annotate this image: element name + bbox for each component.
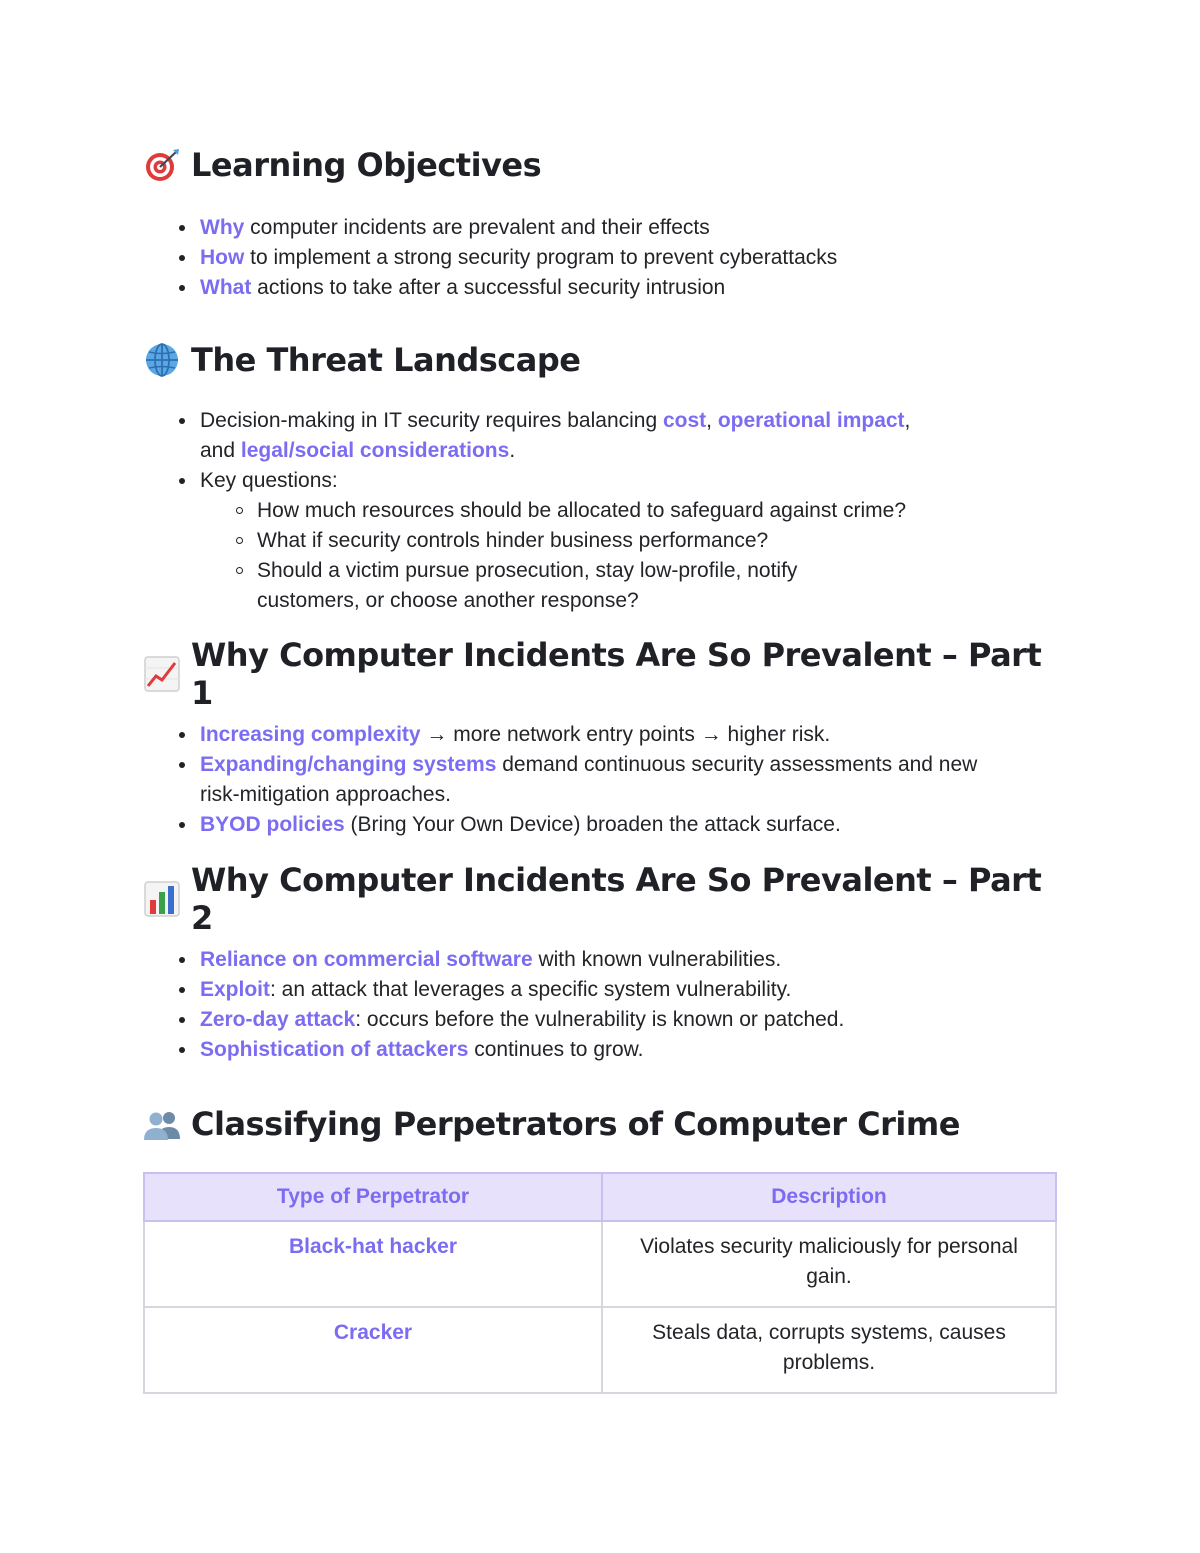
section-threat-landscape <box>143 338 1063 616</box>
list-item: What actions to take after a successful security intrusion <box>200 273 1063 303</box>
table-cell-type: Cracker <box>144 1307 602 1393</box>
section-prevalent-part1 <box>143 636 1063 840</box>
table-cell-description: Violates security maliciously for personal gain. <box>602 1221 1056 1307</box>
list-item: What if security controls hinder business performance? <box>257 526 1063 556</box>
list-item: Should a victim pursue prosecution, stay low-profile, notify customers, or choose another response? <box>257 556 877 616</box>
list-item: Expanding/changing systems demand continuous security assessments and new risk-mitigation approaches. <box>200 750 1000 810</box>
table-header-row <box>144 1173 1056 1221</box>
table-header: Description <box>602 1173 1056 1221</box>
table-row <box>144 1221 1056 1307</box>
chart-increasing-icon <box>143 655 181 693</box>
questions-list <box>257 496 1063 616</box>
list-item: BYOD policies (Bring Your Own Device) broaden the attack surface. <box>200 810 1063 840</box>
target-icon <box>143 146 181 184</box>
section-title: Why Computer Incidents Are So Prevalent – Part 2 <box>143 877 1063 921</box>
list-item: Exploit: an attack that leverages a specific system vulnerability. <box>200 975 1063 1005</box>
list-item: Decision-making in IT security requires balancing cost, operational impact, and legal/social considerations. <box>200 406 1063 466</box>
section-title: The Threat Landscape <box>143 338 1063 382</box>
threat-list <box>200 406 1063 616</box>
objectives-list <box>200 213 1063 303</box>
section-learning-objectives <box>143 143 1063 303</box>
section-perpetrators <box>143 1102 1063 1146</box>
bar-chart-icon <box>143 880 181 918</box>
list-item: Increasing complexity → more network entry points → higher risk. <box>200 720 1063 750</box>
list-item: Reliance on commercial software with known vulnerabilities. <box>200 945 1063 975</box>
section-title: Why Computer Incidents Are So Prevalent – Part 1 <box>143 652 1063 696</box>
perpetrators-table <box>143 1172 1057 1394</box>
people-icon <box>143 1105 181 1143</box>
table-header: Type of Perpetrator <box>144 1173 602 1221</box>
section-title: Learning Objectives <box>143 143 1063 187</box>
list-item: Why computer incidents are prevalent and their effects <box>200 213 1063 243</box>
section-prevalent-part2 <box>143 861 1063 1065</box>
list-item: How to implement a strong security program to prevent cyberattacks <box>200 243 1063 273</box>
part1-list <box>200 720 1063 840</box>
table-cell-type: Black-hat hacker <box>144 1221 602 1307</box>
table-cell-description: Steals data, corrupts systems, causes problems. <box>602 1307 1056 1393</box>
list-item: Key questions: How much resources should be allocated to safeguard against crime? What if security controls hinder business performance? Should a victim pursue prosecution, stay low-profile, notify customers, or choose another response? <box>200 466 1063 616</box>
section-title: Classifying Perpetrators of Computer Crime <box>143 1102 1063 1146</box>
list-item: Sophistication of attackers continues to grow. <box>200 1035 1063 1065</box>
table-row <box>144 1307 1056 1393</box>
globe-icon <box>143 341 181 379</box>
part2-list <box>200 945 1063 1065</box>
list-item: How much resources should be allocated to safeguard against crime? <box>257 496 1063 526</box>
list-item: Zero-day attack: occurs before the vulnerability is known or patched. <box>200 1005 1063 1035</box>
